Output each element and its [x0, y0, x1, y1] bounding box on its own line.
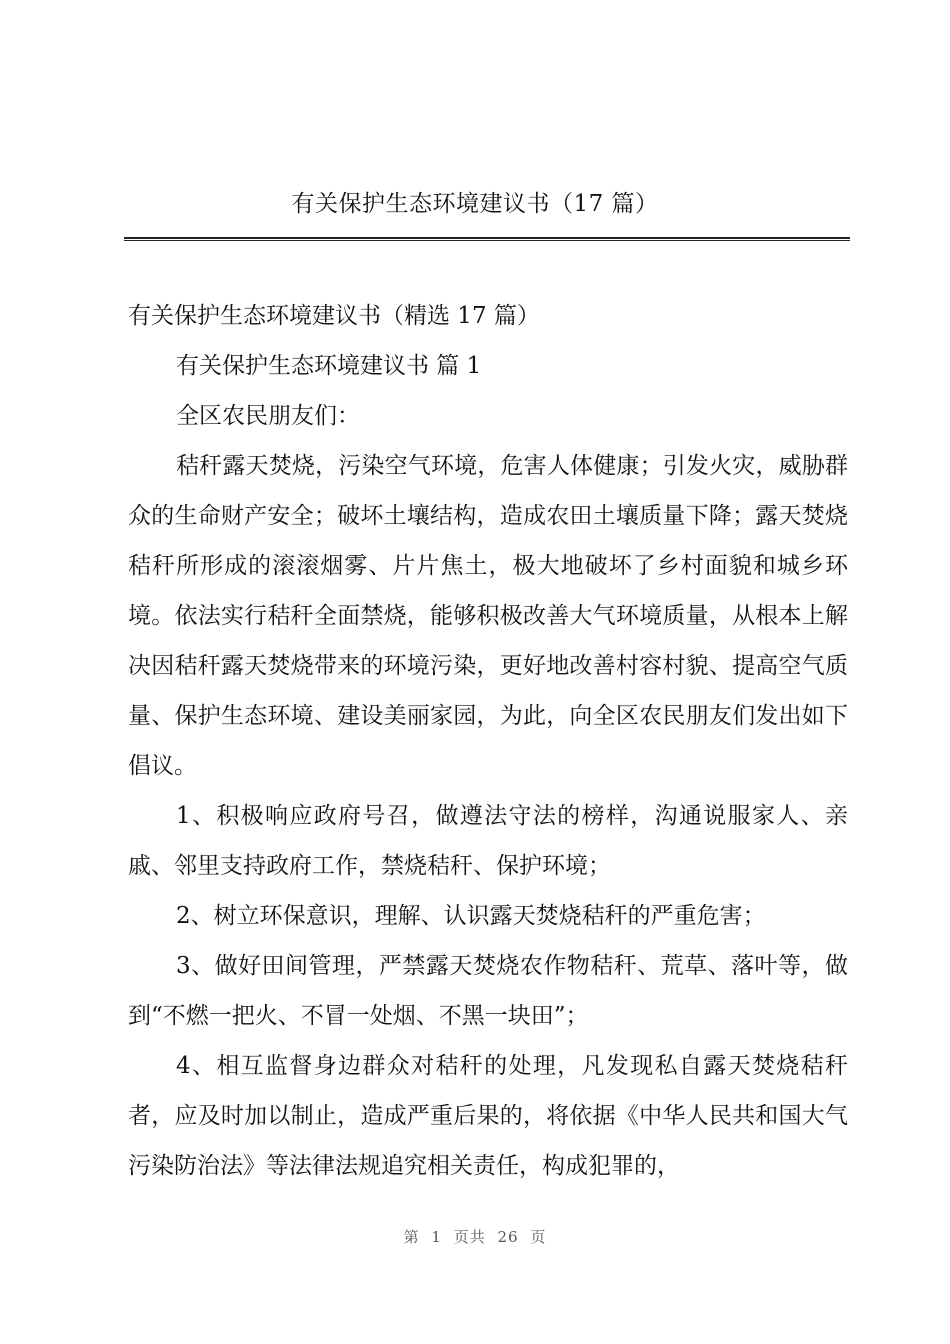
header-divider — [124, 237, 850, 241]
main-title: 有关保护生态环境建议书（精选 17 篇） — [128, 303, 540, 329]
page-footer: 第 1 页共 26 页 — [403, 1228, 547, 1246]
paragraph: 1、积极响应政府号召，做遵法守法的榜样，沟通说服家人、亲戚、邻里支持政府工作，禁烧秸秆、保护环境； — [128, 803, 848, 879]
section-heading: 有关保护生态环境建议书 篇 1 — [176, 353, 482, 379]
paragraph: 2、树立环保意识，理解、认识露天焚烧秸秆的严重危害； — [176, 903, 766, 929]
paragraph: 4、相互监督身边群众对秸秆的处理，凡发现私自露天焚烧秸秆者，应及时加以制止，造成严重后果的，将依据《中华人民共和国大气污染防治法》等法律法规追究相关责任，构成犯罪的， — [128, 1053, 848, 1179]
salutation: 全区农民朋友们： — [176, 403, 360, 429]
document-body — [128, 291, 848, 1191]
paragraph: 秸秆露天焚烧，污染空气环境，危害人体健康；引发火灾，威胁群众的生命财产安全；破坏土壤结构，造成农田土壤质量下降；露天焚烧秸秆所形成的滚滚烟雾、片片焦土，极大地破坏了乡村面貌和城乡环境。依法实行秸秆全面禁烧，能够积极改善大气环境质量，从根本上解决因秸秆露天焚烧带来的环境污染，更好地改善村容村貌、提高空气质量、保护生态环境、建设美丽家园，为此，向全区农民朋友们发出如下倡议。 — [128, 453, 848, 779]
paragraph: 3、做好田间管理，严禁露天焚烧农作物秸秆、荒草、落叶等，做到“不燃一把火、不冒一处烟、不黑一块田”； — [128, 953, 848, 1029]
running-header-title: 有关保护生态环境建议书（17 篇） — [291, 191, 659, 217]
